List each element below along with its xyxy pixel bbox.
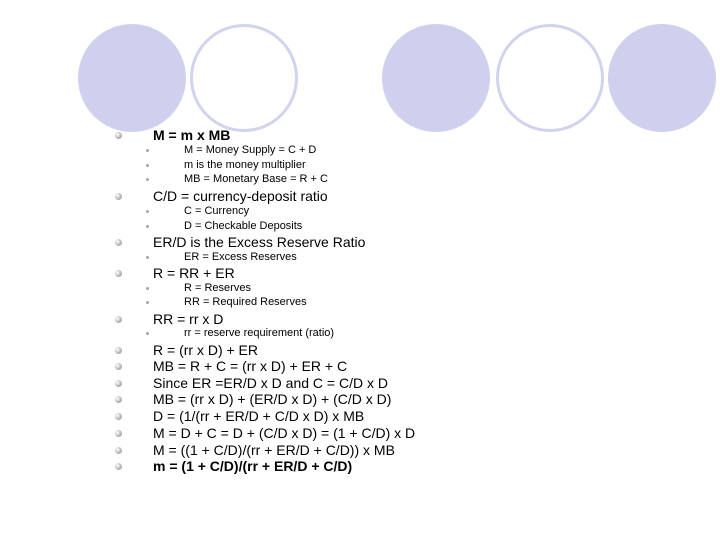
sub-bullet-icon [146,287,149,290]
bullet-text: R = (rr x D) + ER [153,342,259,358]
sub-bullet-icon [146,210,149,213]
sub-bullet-text: M = Money Supply = C + D [184,144,317,156]
bullet-icon [115,430,122,437]
sub-bullet-text: C = Currency [184,205,250,217]
bullet-text: RR = rr x D [153,311,224,327]
sub-bullet-text: D = Checkable Deposits [184,220,303,232]
sub-bullet-icon [146,225,149,228]
bullet-icon [115,463,122,470]
sub-bullet-text: ER = Excess Reserves [184,251,297,263]
bullet-icon [115,363,122,370]
sub-bullet-icon [146,178,149,181]
sub-bullet-text: R = Reserves [184,282,251,294]
sub-bullet-icon [146,301,149,304]
bullet-icon [115,447,122,454]
bullet-text: m = (1 + C/D)/(rr + ER/D + C/D) [153,458,353,474]
bullet-text: M = D + C = D + (C/D x D) = (1 + C/D) x D [153,425,416,441]
circle-filled-2 [382,24,490,132]
circle-filled-1 [78,24,186,132]
bullet-icon [115,193,122,200]
sub-bullet-icon [146,164,149,167]
sub-bullet-text: MB = Monetary Base = R + C [184,173,328,185]
bullet-icon [115,132,122,139]
bullet-icon [115,380,122,387]
bullet-icon [115,239,122,246]
sub-bullet-icon [146,332,149,335]
bullet-icon [115,270,122,277]
bullet-icon [115,396,122,403]
bullet-text: R = RR + ER [153,265,235,281]
bullet-text: ER/D is the Excess Reserve Ratio [153,234,366,250]
circle-outlined-1 [190,24,298,132]
bullet-icon [115,347,122,354]
circle-outlined-2 [496,24,604,132]
bullet-text: M = m x MB [153,127,231,143]
sub-bullet-icon [146,149,149,152]
bullet-text: MB = (rr x D) + (ER/D x D) + (C/D x D) [153,391,392,407]
bullet-text: Since ER =ER/D x D and C = C/D x D [153,375,388,391]
bullet-icon [115,413,122,420]
circle-filled-3 [608,24,716,132]
bullet-text: M = ((1 + C/D)/(rr + ER/D + C/D)) x MB [153,442,395,458]
sub-bullet-text: rr = reserve requirement (ratio) [184,327,335,339]
sub-bullet-icon [146,256,149,259]
sub-bullet-text: RR = Required Reserves [184,296,307,308]
sub-bullet-text: m is the money multiplier [184,159,306,171]
bullet-text: MB = R + C = (rr x D) + ER + C [153,358,348,374]
bullet-text: C/D = currency-deposit ratio [153,188,328,204]
bullet-icon [115,316,122,323]
bullet-text: D = (1/(rr + ER/D + C/D x D) x MB [153,408,365,424]
